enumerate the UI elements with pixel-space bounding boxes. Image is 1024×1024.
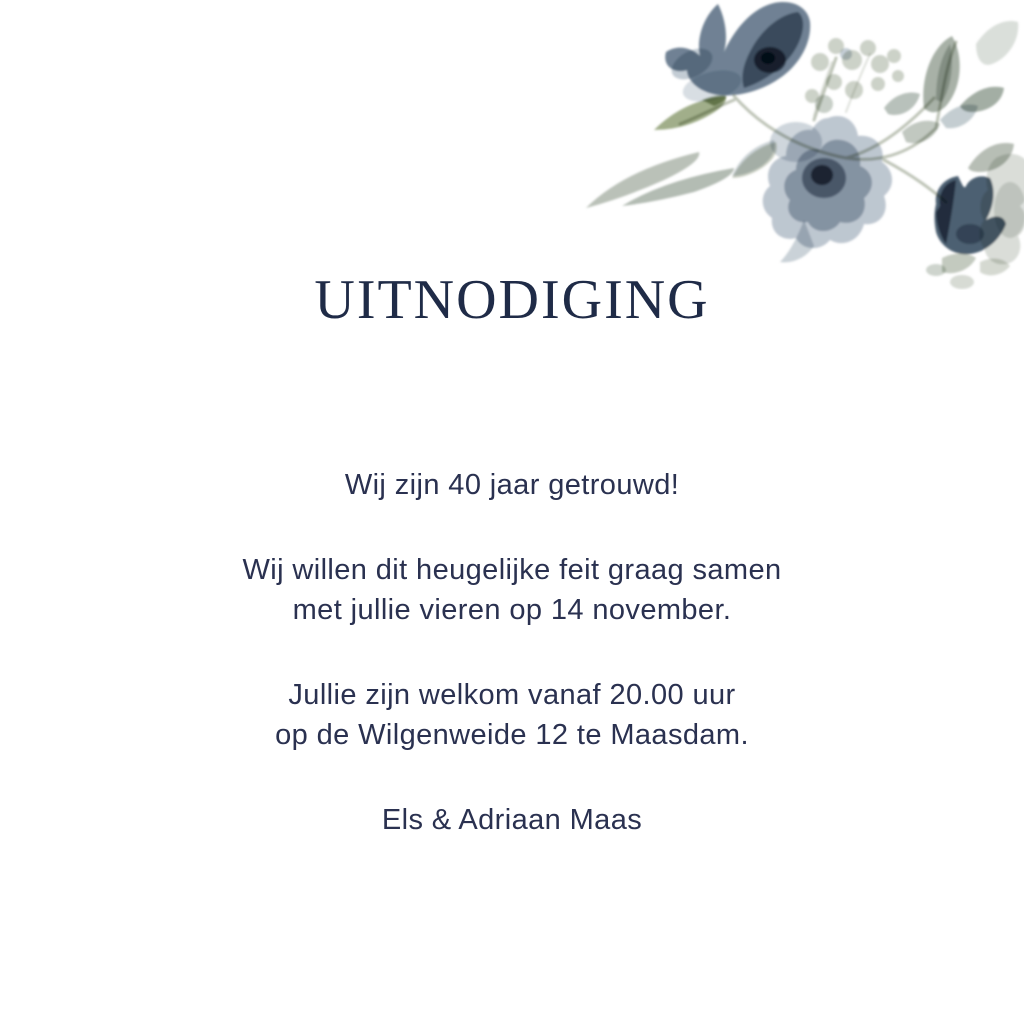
welcome-line-2: op de Wilgenweide 12 te Maasdam.: [275, 719, 749, 751]
welcome-line-1: Jullie zijn welkom vanaf 20.00 uur: [288, 679, 736, 711]
invitation-title: UITNODIGING: [314, 269, 710, 331]
invitation-body: [0, 465, 1024, 840]
event-line-1: Wij willen dit heugelijke feit graag samen: [242, 554, 782, 586]
intro-line: [0, 465, 1024, 505]
event-line-2: met jullie vieren op 14 november.: [292, 594, 732, 626]
signature-line: [0, 800, 1024, 840]
event-paragraph: [0, 550, 1024, 630]
intro-text: Wij zijn 40 jaar getrouwd!: [344, 469, 680, 501]
signature-text: Els & Adriaan Maas: [381, 804, 643, 836]
watercolor-flowers-icon: [584, 0, 1024, 290]
welcome-paragraph: [0, 675, 1024, 755]
